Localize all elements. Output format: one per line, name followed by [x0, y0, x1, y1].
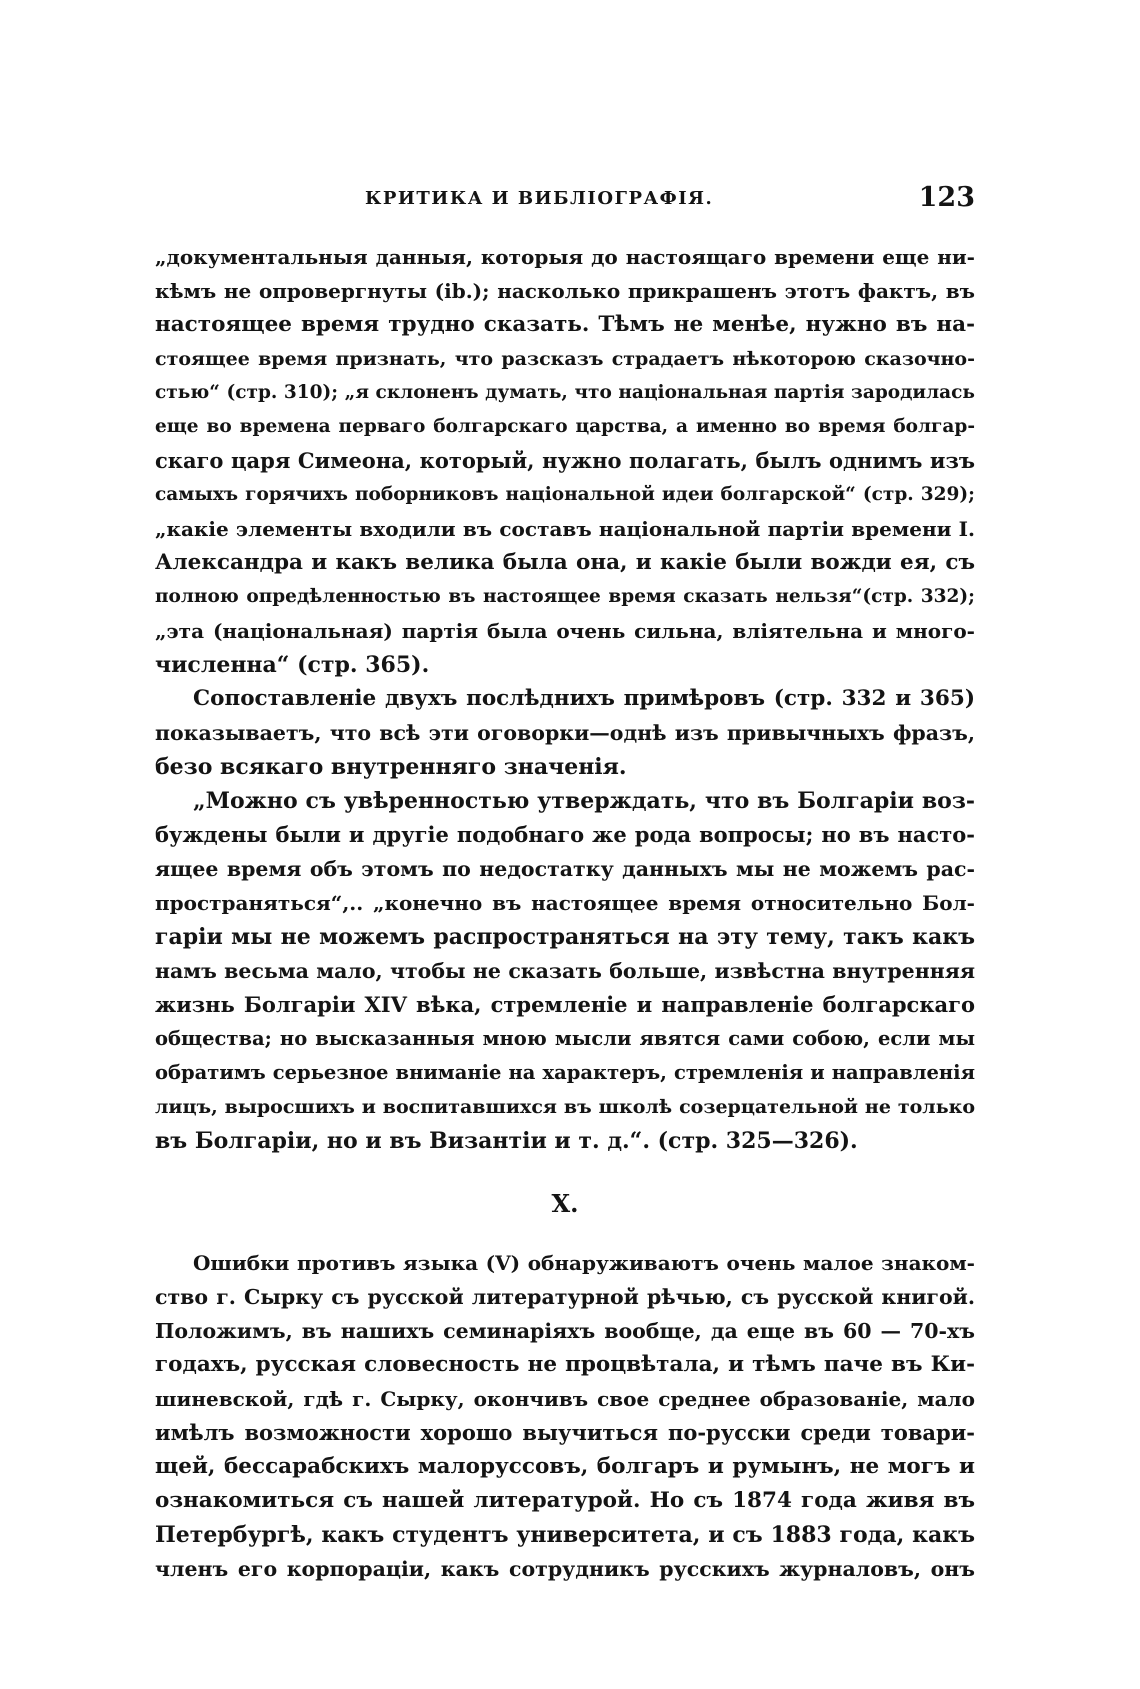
text-line: скаго царя Симеона, который, нужно полагать, былъ однимъ изъ [155, 448, 975, 473]
text-line: Положимъ, въ нашихъ семинаріяхъ вообще, да еще въ 60 — 70-хъ [155, 1319, 975, 1343]
page-header [155, 182, 975, 222]
text-line: „какіе элементы входили въ составъ національной партіи времени I. [155, 517, 975, 541]
text-line: Петербургѣ, какъ студентъ университета, и съ 1883 года, какъ [155, 1522, 975, 1548]
text-line: Александра и какъ велика была она, и какіе были вожди ея, съ [155, 550, 975, 575]
text-line: буждены были и другіе подобнаго же рода вопросы; но въ насто- [155, 822, 975, 847]
text-line: имѣлъ возможности хорошо выучиться по-русски среди товари- [155, 1420, 975, 1445]
text-line: ство г. Сырку съ русской литературной рѣчью, съ русской книгой. [155, 1285, 975, 1309]
section-title: X. [551, 1189, 579, 1218]
text-line: лицъ, выросшихъ и воспитавшихся въ школѣ созерцательной не только [155, 1096, 975, 1118]
text-line: полною опредѣленностью въ настоящее время сказать нельзя“(стр. 332); [155, 586, 975, 607]
text-line: численна“ (стр. 365). [155, 652, 430, 678]
text-line: намъ весьма мало, чтобы не сказать больше, извѣстна внутренняя [155, 959, 975, 983]
text-line: Сопоставленіе двухъ послѣднихъ примѣровъ (стр. 332 и 365) [193, 686, 975, 711]
text-line: Ошибки противъ языка (V) обнаруживаютъ очень малое знаком- [193, 1251, 975, 1275]
text-line: еще во времена перваго болгарскаго царства, а именно во время болгар- [155, 416, 975, 437]
page-number: 123 [918, 182, 975, 213]
text-line: „Можно съ увѣренностью утверждать, что въ Болгаріи воз- [193, 788, 975, 814]
text-line: шиневской, гдѣ г. Сырку, окончивъ свое среднее образованіе, мало [155, 1387, 975, 1411]
text-line: щей, бессарабскихъ малоруссовъ, болгаръ и румынъ, не могъ и [155, 1454, 975, 1479]
text-line: обратимъ серьезное вниманіе на характеръ, стремленія и направленія [155, 1061, 975, 1084]
text-line: общества; но высказанныя мною мысли явятся сами собою, если мы [155, 1027, 975, 1050]
text-line: стоящее время признать, что разсказъ страдаетъ нѣкоторою сказочно- [155, 348, 975, 370]
text-line: показываетъ, что всѣ эти оговорки—однѣ изъ привычныхъ фразъ, [155, 721, 975, 745]
text-line: годахъ, русская словесность не процвѣтала, и тѣмъ паче въ Ки- [155, 1352, 975, 1377]
text-line: самыхъ горячихъ поборниковъ національной идеи болгарской“ (стр. 329); [155, 484, 975, 505]
text-line: ознакомиться съ нашей литературой. Но съ 1874 года живя въ [155, 1488, 975, 1513]
text-line: жизнь Болгаріи XIV вѣка, стремленіе и направленіе болгарскаго [155, 992, 975, 1017]
text-line: кѣмъ не опровергнуты (ib.); насколько прикрашенъ этотъ фактъ, въ [155, 279, 975, 303]
running-head: КРИТИКА И ВИБЛІОГРАФІЯ. [365, 188, 714, 209]
body-text [155, 240, 975, 1586]
text-line: безо всякаго внутренняго значенія. [155, 754, 627, 780]
text-line: въ Болгаріи, но и въ Византіи и т. д.“. (стр. 325—326). [155, 1128, 858, 1154]
text-line: „эта (національная) партія была очень сильна, вліятельна и много- [155, 619, 975, 643]
text-line: ящее время объ этомъ по недостатку данныхъ мы не можемъ рас- [155, 857, 975, 881]
text-line: членъ его корпораціи, какъ сотрудникъ русскихъ журналовъ, онъ [155, 1557, 975, 1581]
text-line: стью“ (стр. 310); „я склоненъ думать, что національная партія зародилась [155, 382, 975, 403]
text-line: „документальныя данныя, которыя до настоящаго времени еще ни- [155, 245, 975, 269]
text-line: настоящее время трудно сказать. Тѣмъ не менѣе, нужно въ на- [155, 312, 975, 337]
text-line: пространяться“,.. „конечно въ настоящее время относительно Бол- [155, 891, 975, 915]
text-line: гаріи мы не можемъ распространяться на эту тему, такъ какъ [155, 924, 975, 950]
